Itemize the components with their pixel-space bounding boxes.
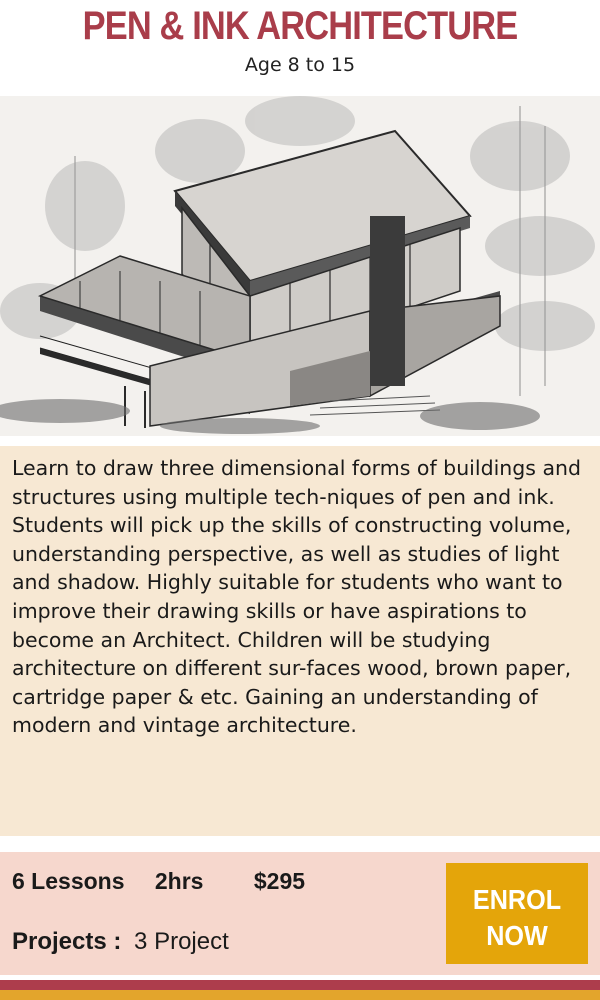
page-title: PEN & INK ARCHITECTURE xyxy=(82,4,518,48)
enrol-now-button[interactable] xyxy=(446,863,588,964)
footer-stripe-red xyxy=(0,980,600,990)
lesson-duration: 2hrs xyxy=(154,868,204,894)
header xyxy=(0,0,600,95)
enrol-button-line1: ENROL xyxy=(472,883,562,915)
architecture-sketch-illustration xyxy=(0,96,600,436)
projects-value: 3 Project xyxy=(134,928,229,955)
age-range: Age 8 to 15 xyxy=(244,54,356,76)
hero-image xyxy=(0,96,600,436)
course-description: Learn to draw three dimensional forms of buildings and structures using multiple tech-niques of pen and ink. Students will pick up the skills of constructing volume, understanding perspective, as well as studies of light and shadow. Highly suitable for students who want to improve their drawing skills or have aspirations to become an Architect. Children will be studying architecture on different sur-faces wood, brown paper, cartridge paper & etc. Gaining an understanding of modern and vintage architecture. xyxy=(12,456,582,738)
projects-info xyxy=(12,928,229,956)
course-price: $295 xyxy=(253,868,306,894)
course-meta xyxy=(12,868,305,895)
projects-label: Projects : xyxy=(12,928,122,955)
description-box xyxy=(0,446,600,836)
lessons-count: 6 Lessons xyxy=(12,868,125,894)
footer-stripe-yellow xyxy=(0,990,600,1000)
enrol-button-line2: NOW xyxy=(486,919,548,951)
